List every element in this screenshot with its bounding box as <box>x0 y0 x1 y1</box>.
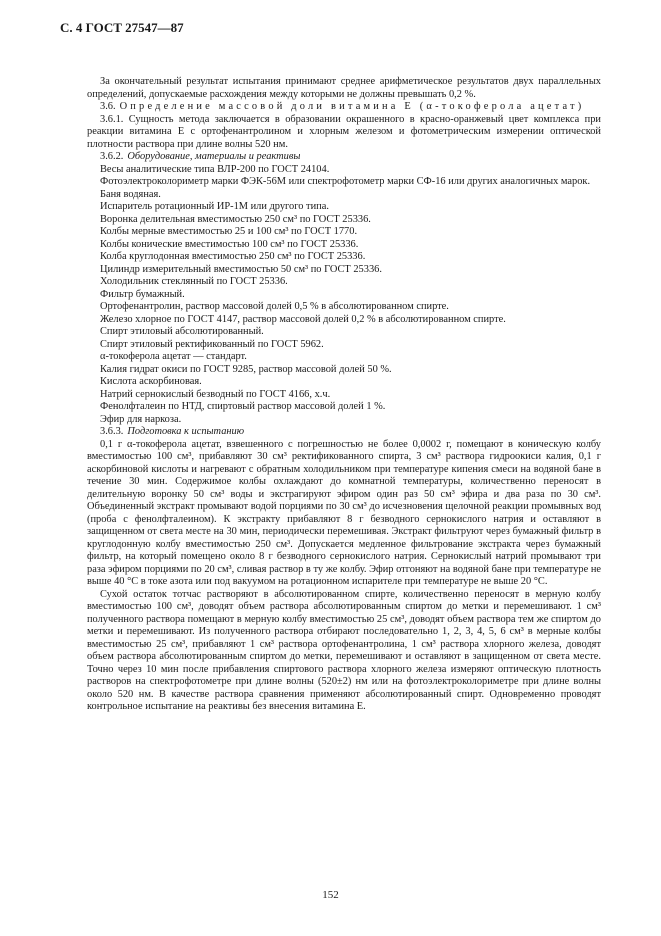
equipment-item: Цилиндр измерительный вместимостью 50 см³ по ГОСТ 25336. <box>100 263 382 275</box>
equipment-item: Кислота аскорбиновая. <box>100 376 202 387</box>
equipment-item: Спирт этиловый ректификованный по ГОСТ 5962. <box>100 338 324 350</box>
equipment-heading <box>87 151 601 164</box>
equipment-heading-number: 3.6.2. <box>100 151 124 162</box>
running-header: С. 4 ГОСТ 27547—87 <box>60 20 184 35</box>
prep-paragraph-1: 0,1 г α-токоферола ацетат, взвешенного с погрешностью не более 0,0002 г, помещают в коническую колбу вместимостью 100 см³, прибавляют 30 см³ ректификованного спирта, 3 см³ раствора гидроокиси калия, 0,1 г аскорбиновой кислоты и нагревают с обратным холодильником при температуре кипения смеси на водяной бане в течение 30 мин. Содержимое колбы охлаждают до комнатной температуры, количественно переносят в делительную воронку 50 см³ воды и экстрагируют эфиром один раз 50 см³ эфира и два раза по 30 см³. Объединенный экстракт промывают водой порциями по 30 см³ до исчезновения щелочной реакции промывных вод (проба с фенолфталеином). К экстракту прибавляют 8 г безводного сернокислого натрия и оставляют в защищенном от света месте на 30 мин, периодически перемешивая. Экстракт фильтруют через бумажный фильтр в круглодонную колбу вместимостью 250 см³. Допускается медленное фильтрование экстракта через бумажный фильтр, на который помещено около 8 г безводного сернокислого натрия. Сернокислый натрий промывают три раза эфиром порциями по 20 см³, сливая раствор в ту же колбу. Эфир отгоняют на водяной бане при температуре не выше 40 °С в токе азота или под вакуумом на ротационном испарителе при температуре не выше 20 °С. <box>87 438 601 587</box>
prep-heading <box>87 426 601 439</box>
equipment-item: Фенолфталеин по НТД, спиртовый раствор массовой долей 1 %. <box>100 401 386 412</box>
equipment-list <box>87 164 601 427</box>
equipment-item: Колбы конические вместимостью 100 см³ по ГОСТ 25336. <box>100 238 359 250</box>
equipment-item: Спирт этиловый абсолютированный. <box>100 326 264 337</box>
page-number: 152 <box>322 889 339 901</box>
prep-paragraph-2: Сухой остаток тотчас растворяют в абсолютированном спирте, количественно переносят в мерную колбу вместимостью 100 см³, доводят объем раствора абсолютированным спиртом до метки и перемешивают. 1 см³ полученного раствора помещают в мерную колбу вместимостью 25 см³, доводят объем раствора тем же спиртом до метки и перемешивают. Из полученного раствора отбирают последовательно 1, 2, 3, 4, 5, 6 см³ в мерные колбы вместимостью 25 см³, прибавляют 1 см³ раствора ортофенантролина, 1 см³ раствора хлорного железа, доводят объем раствора абсолютированным спиртом до метки, перемешивают и оставляют в защищенном от света месте. Точно через 10 мин после прибавления спиртового раствора хлорного железа измеряют оптическую плотность растворов на спектрофотометре при длине волны (520±2) нм или на фотоэлектроколориметре при длине волны около 520 нм. В качестве раствора сравнения применяют абсолютированный спирт. Одновременно проводят контрольное испытание на реактивы без внесения витамина Е. <box>87 588 601 712</box>
equipment-item: Колбы мерные вместимостью 25 и 100 см³ по ГОСТ 1770. <box>100 226 358 237</box>
equipment-item: Ортофенантролин, раствор массовой долей 0,5 % в абсолютированном спирте. <box>100 301 449 312</box>
equipment-item: Испаритель ротационный ИР-1М или другого типа. <box>100 201 329 212</box>
equipment-item: Эфир для наркоза. <box>100 413 182 425</box>
section-heading <box>87 101 601 114</box>
equipment-item: Фотоэлектроколориметр марки ФЭК-56М или спектрофотометр марки СФ-16 или других аналогичных марок. <box>100 176 591 187</box>
equipment-item: Воронка делительная вместимостью 250 см³ по ГОСТ 25336. <box>100 213 371 225</box>
section-number: 3.6. <box>100 101 116 112</box>
prep-heading-title: Подготовка к испытанию <box>127 426 245 437</box>
equipment-item: Холодильник стеклянный по ГОСТ 25336. <box>100 276 288 287</box>
equipment-item: Фильтр бумажный. <box>100 288 185 300</box>
equipment-item: Колба круглодонная вместимостью 250 см³ по ГОСТ 25336. <box>100 251 366 262</box>
intro-paragraph: За окончательный результат испытания принимают среднее арифметическое результатов двух параллельных определений, допускаемые расхождения между которыми не должны превышать 0,2 %. <box>87 76 601 100</box>
equipment-item: Калия гидрат окиси по ГОСТ 9285, раствор массовой долей 50 %. <box>100 363 392 375</box>
equipment-heading-title: Оборудование, материалы и реактивы <box>127 151 301 162</box>
equipment-item: Весы аналитические типа ВЛР-200 по ГОСТ 24104. <box>100 163 330 175</box>
equipment-item: Железо хлорное по ГОСТ 4147, раствор массовой долей 0,2 % в абсолютированном спирте. <box>100 313 506 325</box>
prep-heading-number: 3.6.3. <box>100 426 124 437</box>
document-body <box>87 76 601 714</box>
essence-paragraph: 3.6.1. Сущность метода заключается в образовании окрашенного в красно-оранжевый цвет комплекса при реакции витамина Е с ортофенантролином и хлорным железом и фотометрическим измерении оптической плотности раствора при длине волны 520 нм. <box>87 113 601 150</box>
equipment-item: α-токоферола ацетат — стандарт. <box>100 351 247 362</box>
equipment-item: Баня водяная. <box>100 188 161 200</box>
equipment-item: Натрий сернокислый безводный по ГОСТ 4166, х.ч. <box>100 388 331 400</box>
section-title: Определение массовой доли витамина Е (α-токоферола ацетат) <box>119 101 585 112</box>
